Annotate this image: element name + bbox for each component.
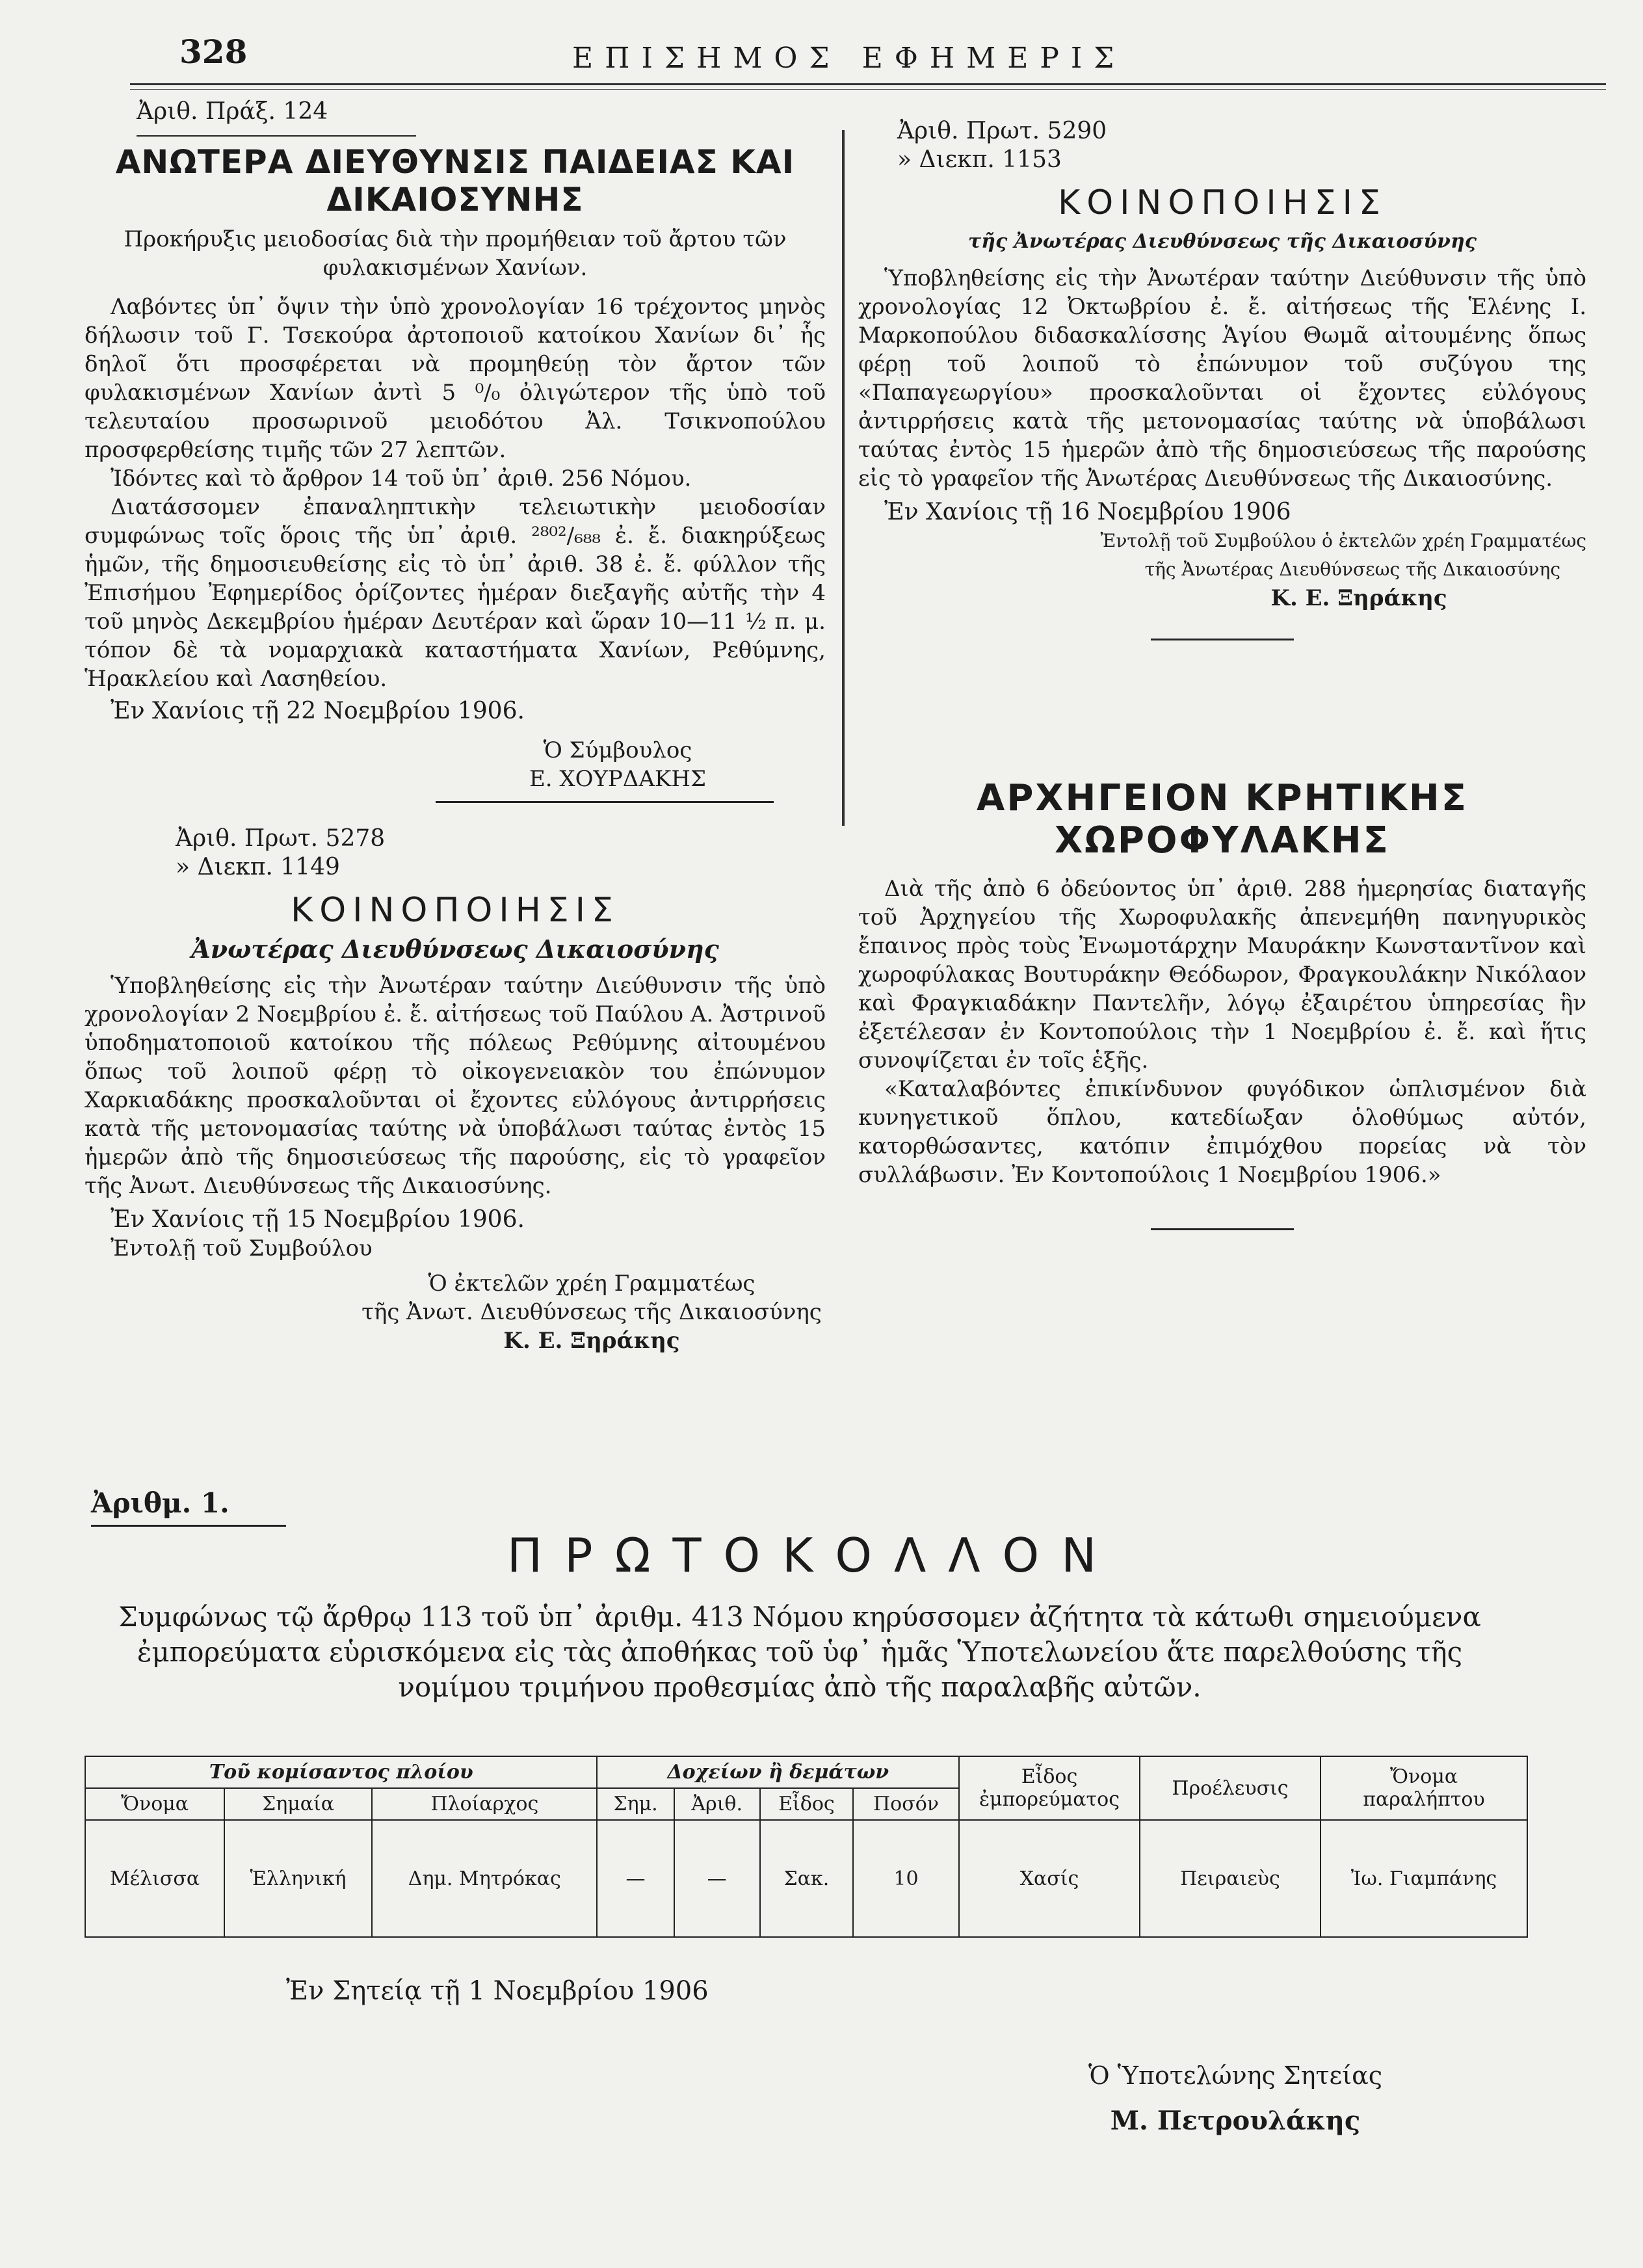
cell-recipient: Ἰω. Γιαμπάνης xyxy=(1321,1820,1527,1937)
protocol-signatory-name: Μ. Πετρουλάκης xyxy=(1110,2105,1361,2136)
heading-cretan-gendarmerie: ΑΡΧΗΓΕΙΟΝ ΚΡΗΤΙΚΗΣ ΧΩΡΟΦΥΛΑΚΗΣ xyxy=(976,777,1469,862)
section-rule xyxy=(1151,1228,1294,1230)
notice-signatory-name: Κ. Ε. Ξηράκης xyxy=(1270,585,1447,611)
table-group-header-row xyxy=(85,1756,1527,1788)
protocol-reference-rule xyxy=(91,1525,286,1527)
dispatch-number: » Διεκπ. 1153 xyxy=(897,146,1062,173)
cell-kind: Σακ. xyxy=(760,1820,853,1937)
notice-paragraph: Ὑποβληθείσης εἰς τὴν Ἀνωτέραν ταύτην Διεύθυνσιν τῆς ὑπὸ χρονολογίαν 2 Νοεμβρίου ἐ. ἔ. αἰτήσεως τοῦ Παύλου Α. Ἀστρινοῦ ὑποδηματοποιοῦ κατοίκου τῆς πόλεως Ρεθύμνης αἰτουμένου ὅπως τοῦ λοιποῦ φέρῃ τὸ οἰκογενειακὸν του ἐπώνυμον Χαρκιαδάκης προσκαλοῦνται οἱ ἔχοντες εὐλόγους ἀντιρρήσεις κατὰ τῆς μετονομασίας ταύτης νὰ ὑποβάλωσι ταύτας ἐντὸς 15 ἡμερῶν ἀπὸ τῆς δημοσιεύσεως τῆς παρούσης, εἰς τὸ γραφεῖον τῆς Ἀνωτ. Διευθύνσεως τῆς Δικαιοσύνης. xyxy=(85,973,826,1199)
gendarmerie-paragraph-1: Διὰ τῆς ἀπὸ 6 ὀδεύοντος ὑπ᾽ ἀριθ. 288 ἡμερησίας διαταγῆς τοῦ Ἀρχηγείου τῆς Χωροφυλακῆς ἀπενεμήθη πανηγυρικὸς ἔπαινος πρὸς τοὺς Ἐνωμοτάρχην Μαυράκην Κωνσταντῖνον καὶ χωροφύλακας Βουτυράκην Θεόδωρον, Φραγκουλάκην Νικόλαον καὶ Φραγκιαδάκην Παντελῆν, λόγῳ ἐξαιρέτου ὑπηρεσίας ἣν ἐξετέλεσαν ἐν Κοντοπούλοις τὴν 1 Νοεμβρίου ἐ. ἔ. καὶ ἥτις συνοψίζεται ἐν τοῖς ἑξῆς. xyxy=(858,876,1586,1074)
notice-signatory-name: Κ. Ε. Ξηράκης xyxy=(503,1328,680,1354)
cell-flag: Ἑλληνική xyxy=(224,1820,372,1937)
act-reference: Ἀριθ. Πράξ. 124 xyxy=(137,98,328,125)
protocol-number: Ἀριθ. Πρωτ. 5290 xyxy=(897,118,1107,144)
page-number: 328 xyxy=(179,33,248,71)
header-recipient: Ὄνομα παραλήπτου xyxy=(1321,1756,1527,1820)
notice-order: Ἐντολῇ τοῦ Συμβούλου xyxy=(111,1235,373,1261)
header-goods-type: Εἶδος ἐμπορεύματος xyxy=(959,1756,1140,1820)
tender-subheading: Προκήρυξις μειοδοσίας διὰ τὴν προμήθειαν τοῦ ἄρτου τῶν φυλακισμένων Χανίων. xyxy=(124,226,787,281)
protocol-title: ΠΡΩΤΟΚΟΛΛΟΝ xyxy=(506,1528,1119,1583)
notice-signatory-line-2: τῆς Ἀνωτ. Διευθύνσεως τῆς Δικαιοσύνης xyxy=(361,1299,822,1325)
announcement-name-change-astrinos xyxy=(85,824,826,1355)
ship-group-header: Τοῦ κομίσαντος πλοίου xyxy=(85,1756,597,1788)
notice-signatory-line-1: Ἐντολῇ τοῦ Συμβούλου ὁ ἐκτελῶν χρέη Γραμματέως xyxy=(1100,530,1586,551)
announcement-bread-tender xyxy=(85,98,826,803)
table-row xyxy=(85,1820,1527,1937)
cell-captain: Δημ. Μητρόκας xyxy=(372,1820,597,1937)
header-origin: Προέλευσις xyxy=(1140,1756,1321,1820)
heading-education-justice: ΑΝΩΤΕΡΑ ΔΙΕΥΘΥΝΣΙΣ ΠΑΙΔΕΙΑΣ ΚΑΙ ΔΙΚΑΙΟΣΥΝΗΣ xyxy=(115,143,795,218)
header-mark: Σημ. xyxy=(597,1788,674,1820)
reference-rule xyxy=(137,135,416,137)
notice-signatory-line-1: Ὁ ἐκτελῶν χρέη Γραμματέως xyxy=(428,1271,756,1297)
announcement-gendarmerie xyxy=(858,777,1586,1230)
notice-subtitle: τῆς Ἀνωτέρας Διευθύνσεως τῆς Δικαιοσύνης xyxy=(967,230,1477,253)
header-quantity: Ποσόν xyxy=(853,1788,959,1820)
section-rule xyxy=(436,801,774,803)
dispatch-number: » Διεκπ. 1149 xyxy=(176,854,340,880)
protocol-signatory-title: Ὁ Ὑποτελώνης Σητείας xyxy=(1088,2061,1383,2090)
notice-title: ΚΟΙΝΟΠΟΙΗΣΙΣ xyxy=(291,891,620,930)
containers-group-header: Δοχείων ἢ δεμάτων xyxy=(597,1756,959,1788)
goods-table-wrapper xyxy=(85,1756,1528,1938)
cell-goods-type: Χασίς xyxy=(959,1820,1140,1937)
protocol-intro: Συμφώνως τῷ ἄρθρῳ 113 τοῦ ὑπ᾽ ἀριθμ. 413 Νόμου κηρύσσομεν ἀζήτητα τὰ κάτωθι σημειούμενα ἐμπορεύματα εὑρισκόμενα εἰς τὰς ἀποθήκας τοῦ ὑφ᾽ ἡμᾶς Ὑποτελωνείου ἅτε παρελθούσης τῆς νομίμου τριμήνου προθεσμίας ἀπὸ τῆς παραλαβῆς αὐτῶν. xyxy=(118,1601,1481,1703)
cell-origin: Πειραιεὺς xyxy=(1140,1820,1321,1937)
cell-ship-name: Μέλισσα xyxy=(85,1820,224,1937)
signatory-name: Ε. ΧΟΥΡΔΑΚΗΣ xyxy=(529,766,707,792)
tender-paragraph-1: Λαβόντες ὑπ᾽ ὄψιν τὴν ὑπὸ χρονολογίαν 16 τρέχοντος μηνὸς δήλωσιν τοῦ Γ. Τσεκούρα ἀρτοποιοῦ κατοίκου Χανίων δι᾽ ἧς δηλοῖ ὅτι προσφέρεται νὰ προμηθεύῃ τὸν ἄρτον τῶν φυλακισμένων Χανίων ἀντὶ 5 ⁰/₀ ὀλιγώτερον τῆς ὑπὸ τοῦ τελευταίου προσωρινοῦ μειοδότου Ἀλ. Τσικνοπούλου προσφερθείσης τιμῆς τῶν 27 λεπτῶν. xyxy=(85,294,826,463)
tender-paragraph-3: Διατάσσομεν ἐπαναληπτικὴν τελειωτικὴν μειοδοσίαν συμφώνως τοῖς ὅροις τῆς ὑπ᾽ ἀριθ. ²⁸⁰²/₆₈₈ ἐ. ἔ. διακηρύξεως ἡμῶν, τῆς δημοσιευθείσης εἰς τὸ ὑπ᾽ ἀριθ. 38 ἐ. ἔ. φύλλον τῆς Ἐπισήμου Ἐφημερίδος ὁρίζοντες ἡμέραν διεξαγῆς αὐτῆς τὴν 4 τοῦ μηνὸς Δεκεμβρίου ἡμέραν Δευτέραν καὶ ὥραν 10—11 ½ π. μ. τόπον δὲ τὰ νομαρχιακὰ καταστήματα Χανίων, Ρεθύμνης, Ἡρακλείου καὶ Λασηθείου. xyxy=(85,494,826,692)
announcement-name-change-markopoulou xyxy=(858,117,1586,640)
notice-subtitle: Ἀνωτέρας Διευθύνσεως Δικαιοσύνης xyxy=(191,934,719,964)
header-flag: Σημαία xyxy=(224,1788,372,1820)
cell-quantity: 10 xyxy=(853,1820,959,1937)
notice-paragraph: Ὑποβληθείσης εἰς τὴν Ἀνωτέραν ταύτην Διεύθυνσιν τῆς ὑπὸ χρονολογίας 12 Ὀκτωβρίου ἐ. ἔ. αἰτήσεως τῆς Ἑλένης Ι. Μαρκοπούλου διδασκαλίσσης Ἁγίου Θωμᾶ αἰτουμένης ὅπως φέρῃ τοῦ λοιποῦ τὸ ἐπώνυμον τοῦ συζύγου της «Παπαγεωργίου» προσκαλοῦνται οἱ ἔχοντες εὐλόγους ἀντιρρήσεις κατὰ τῆς μετονομασίας ταύτης νὰ ὑποβάλωσι ταύτας ἐντὸς 15 ἡμερῶν ἀπὸ τῆς δημοσιεύσεως τῆς παρούσης εἰς τὸ γραφεῖον τῆς Ἀνωτέρας Διευθύνσεως τῆς Δικαιοσύνης. xyxy=(858,265,1586,492)
header-captain: Πλοίαρχος xyxy=(372,1788,597,1820)
header-number: Ἀριθ. xyxy=(674,1788,760,1820)
notice-date: Ἐν Χανίοις τῇ 16 Νοεμβρίου 1906 xyxy=(884,499,1291,525)
protocol-reference: Ἀριθμ. 1. xyxy=(91,1487,230,1519)
protocol-date: Ἐν Σητείᾳ τῇ 1 Νοεμβρίου 1906 xyxy=(286,1976,709,2006)
header-rule xyxy=(130,83,1606,90)
goods-table xyxy=(85,1756,1528,1938)
section-rule xyxy=(1151,639,1294,640)
signatory-title: Ὁ Σύμβουλος xyxy=(543,737,692,763)
header-ship-name: Ὄνομα xyxy=(85,1788,224,1820)
notice-title: ΚΟΙΝΟΠΟΙΗΣΙΣ xyxy=(1058,183,1387,222)
notice-date: Ἐν Χανίοις τῇ 15 Νοεμβρίου 1906. xyxy=(111,1206,525,1233)
newspaper-title: ΕΠΙΣΗΜΟΣ ΕΦΗΜΕΡΙΣ xyxy=(572,42,1126,75)
gendarmerie-paragraph-2: «Καταλαβόντες ἐπικίνδυνον φυγόδικον ὡπλισμένον διὰ κυνηγετικοῦ ὅπλου, κατεδίωξαν ὁλοθύμως αὐτόν, κατορθώσαντες, κατόπιν ἐπιμόχθου πορείας νὰ τὸν συλλάβωσιν. Ἐν Κοντοπούλοις 1 Νοεμβρίου 1906.» xyxy=(858,1076,1586,1188)
cell-number: — xyxy=(674,1820,760,1937)
header-kind: Εἶδος xyxy=(760,1788,853,1820)
column-divider xyxy=(842,130,845,826)
cell-mark: — xyxy=(597,1820,674,1937)
notice-signatory-line-2: τῆς Ἀνωτέρας Διευθύνσεως τῆς Δικαιοσύνης xyxy=(1144,559,1560,580)
tender-paragraph-2: Ἰδόντες καὶ τὸ ἄρθρον 14 τοῦ ὑπ᾽ ἀριθ. 256 Νόμου. xyxy=(111,466,692,492)
protocol-number: Ἀριθ. Πρωτ. 5278 xyxy=(176,825,386,852)
tender-date: Ἐν Χανίοις τῇ 22 Νοεμβρίου 1906. xyxy=(111,698,525,724)
